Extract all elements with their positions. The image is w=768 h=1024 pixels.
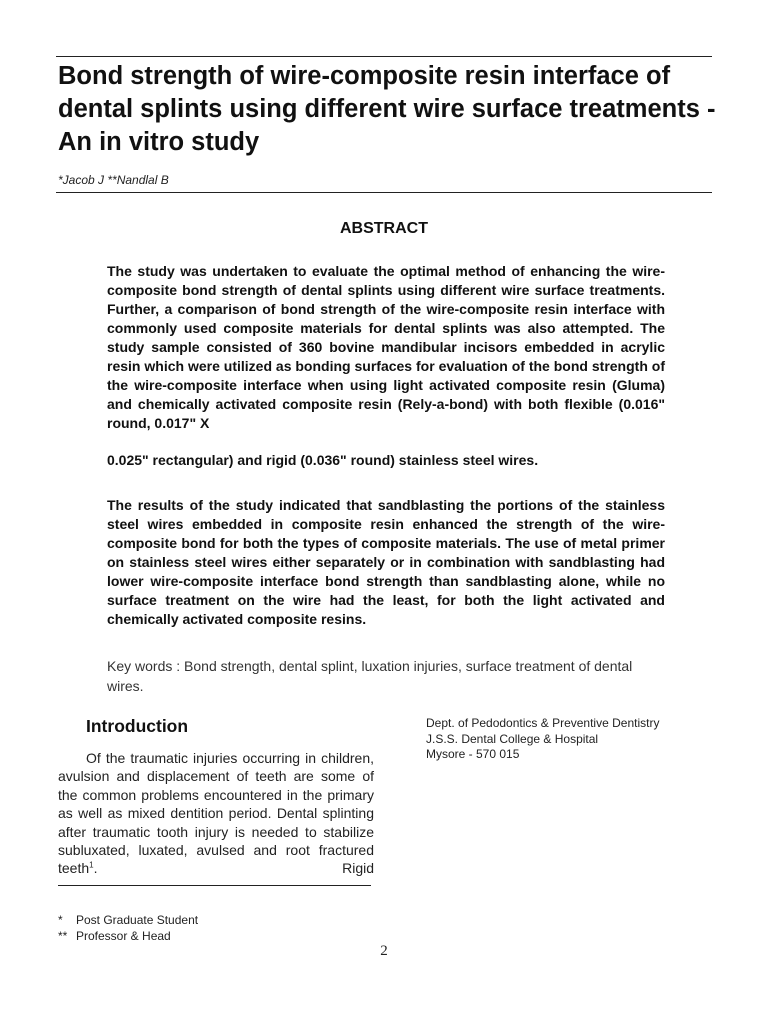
paper-title: Bond strength of wire-composite resin interface of dental splints using different wire surface treatments - An in vitro study [58, 62, 716, 156]
footnote-text: Professor & Head [76, 929, 171, 943]
citation-reference: 1 [89, 860, 94, 870]
introduction-paragraph [58, 749, 374, 878]
affiliation-line: J.S.S. Dental College & Hospital [426, 731, 599, 746]
abstract-paragraph-2: The results of the study indicated that sandblasting the portions of the stainless steel wires embedded in composite resin enhanced the strength of the wire-composite bond for both the types of composite materials. The use of metal primer on stainless steel wires either separately or in combination with sandblasting had lower wire-composite interface bond strength than sandblasting alone, while no surface treatment on the wire had the least, for both the light activated and chemically activated composite resins. [107, 497, 665, 627]
abstract-paragraph-1-continued: 0.025" rectangular) and rigid (0.036" round) stainless steel wires. [107, 452, 539, 468]
footnote [58, 929, 171, 943]
footnote-mark: ** [58, 929, 68, 943]
footnote-rule [58, 885, 371, 886]
abstract-paragraph-1: The study was undertaken to evaluate the optimal method of enhancing the wire-composite bond strength of dental splints using different wire surface treatments. Further, a comparison of bond strength of the wire-composite resin interface with commonly used composite materials for dental splints was also attempted. The study sample consisted of 360 bovine mandibular incisors embedded in acrylic resin which were utilized as bonding surfaces for evaluation of the bond strength of the wire-composite interface when using light activated composite resin (Gluma) and chemically activated composite resin (Rely-a-bond) with both flexible (0.016" round, 0.017" X [107, 263, 665, 431]
authors-rule [56, 192, 712, 193]
introduction-heading: Introduction [86, 716, 189, 736]
top-rule [56, 56, 712, 57]
affiliation-line: Dept. of Pedodontics & Preventive Dentistry [426, 716, 660, 730]
footnote [58, 913, 198, 927]
affiliation-line: Mysore - 570 015 [426, 747, 520, 761]
footnote-text: Post Graduate Student [76, 913, 199, 927]
keywords: Key words : Bond strength, dental splint, luxation injuries, surface treatment of dental wires. [107, 658, 633, 694]
introduction-text: Of the traumatic injuries occurring in children, avulsion and displacement of teeth are some of the common problems encountered in the primary as well as mixed dentition period. Dental splinting after traumatic tooth injury is needed to stabilize subluxated, luxated, avulsed and root fractured teeth [58, 750, 374, 877]
authors: *Jacob J **Nandlal B [58, 173, 169, 187]
affiliation [426, 716, 659, 763]
abstract-heading: ABSTRACT [340, 220, 428, 237]
introduction-text-tail: . Rigid [93, 860, 374, 877]
page-number: 2 [380, 943, 388, 959]
footnote-mark: * [58, 913, 63, 927]
